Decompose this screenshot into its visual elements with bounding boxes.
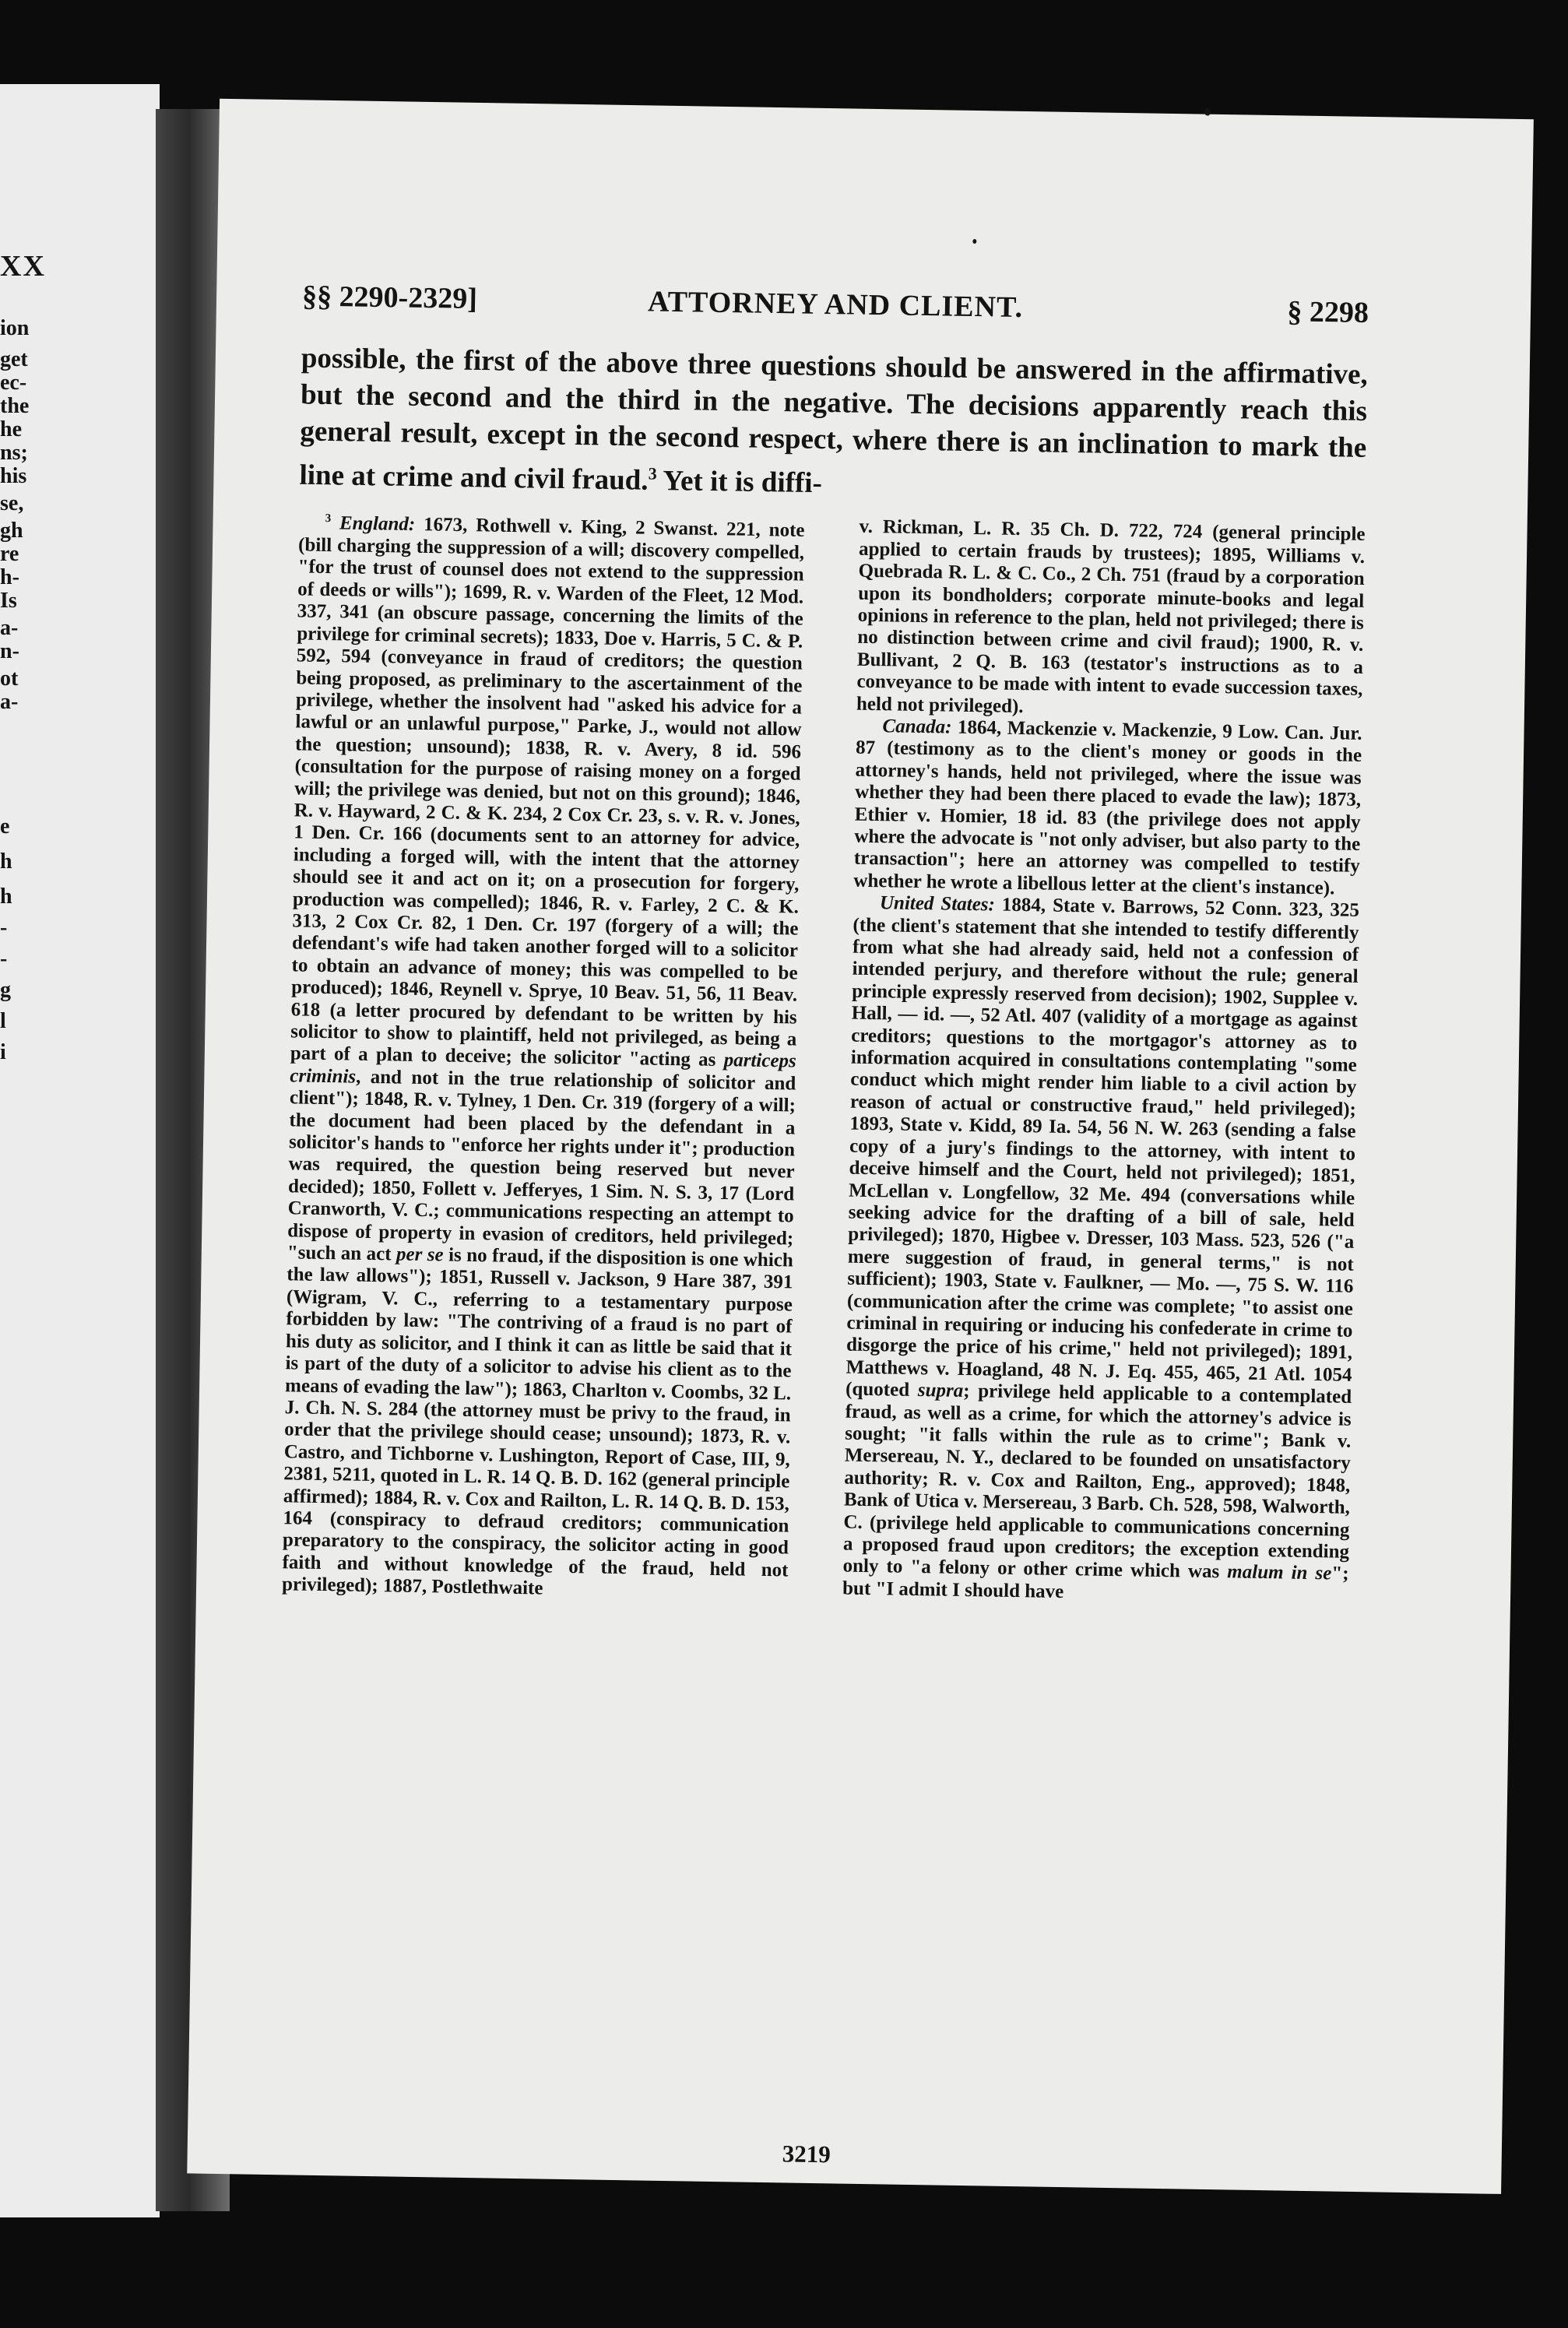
left-page-line-fragment: - (0, 947, 8, 971)
italic-phrase: per se (396, 1243, 444, 1266)
ink-speck (972, 239, 976, 244)
main-text (299, 339, 1368, 510)
running-header (302, 279, 1369, 336)
left-page-edge (0, 84, 160, 2217)
page-number: 3219 (782, 2140, 831, 2168)
left-page-line-fragment: n- (0, 639, 19, 663)
left-page-line-fragment: ec- (0, 371, 27, 395)
main-text-body: possible, the first of the above three questions should be answered in the affirmative, but the second and the third in the negative. The decisions apparently reach this general result, except in the second respect, where there is an inclination to mark the line at crime and civil fraud. (299, 342, 1369, 497)
left-page-line-fragment: Is (0, 589, 17, 613)
left-page-line-fragment: h (0, 849, 12, 874)
left-page-line-fragment: the (0, 394, 30, 418)
left-page-line-fragment: get (0, 347, 28, 371)
footnote-text: 1864, Mackenzie v. Mackenzie, 9 Low. Can. Jur. 87 (testimony as to the client's money or goods in the attorney's hands, held not privileged, where the issue was whether they had been there placed to evade the law); 1873, Ethier v. Homier, 18 id. 83 (the privilege does not apply where the advocate is "not only adviser, but also party to the transaction"; here an attorney was compelled to testify whether he wrote a libellous letter at the client's instance). (853, 716, 1362, 899)
footnote-united-states (842, 892, 1359, 1608)
left-page-header-fragment: XX (0, 250, 46, 283)
footnote-column-right (842, 516, 1366, 1612)
italic-phrase: particeps criminis (290, 1050, 796, 1088)
left-page-line-fragment: - (0, 916, 8, 940)
left-page-line-fragment: i (0, 1040, 6, 1064)
left-page-line-fragment: h (0, 884, 12, 909)
italic-phrase: malum in se (1227, 1561, 1332, 1584)
footnote-text: 1673, Rothwell v. King, 2 Swanst. 221, note (bill charging the suppression of a will; discovery compelled, "for the trust of counsel does not extend to the suppression of deeds or wills"); 1699, R. v. Warden of the Fleet, 12 Mod. 337, 341 (an obscure passage, concerning the limits of the privilege for criminal secrets); 1833, Doe v. Harris, 5 C. & P. 592, 594 (conveyance in fraud of creditors; the question being proposed, as preliminary to the ascertainment of the privilege, whether the insolvent had "asked his advice for a lawful or an unlawful purpose," Parke, J., would not allow the question; unsound); 1838, R. v. Avery, 8 id. 596 (consultation for the purpose of raising money on a forged will; the privilege was denied, but not on this ground); 1846, R. v. Hayward, 2 C. & K. 234, 2 Cox Cr. 23, s. v. R. v. Jones, 1 Den. Cr. 166 (documents sent to an attorney for advice, including a forged will, with the intent that the attorney should see it and act on it; on a prosecution for forgery, production was compelled); 1846, R. v. Farley, 2 C. & K. 313, 2 Cox Cr. 82, 1 Den. Cr. 197 (forgery of a will; the defendant's wife had taken another forged will to a solicitor to obtain an advance of money; this was compelled to be produced); 1846, Reynell v. Sprye, 10 Beav. 51, 56, 11 Beav. 618 (a letter procured by defendant to be written by his solicitor to show to plaintiff, held not privileged, as being a part of a plan to deceive; the solicitor "acting as (290, 514, 805, 1071)
main-text-tail: Yet it is diffi- (656, 464, 823, 500)
left-page-line-fragment: g (0, 978, 11, 1002)
left-page-line-fragment: se, (0, 491, 24, 515)
page-title: ATTORNEY AND CLIENT. (647, 285, 1024, 324)
italic-phrase: supra (917, 1380, 964, 1402)
left-page-line-fragment: l (0, 1009, 6, 1033)
footnote-text: ; privilege held applicable to a contemplated fraud, as well as a crime, for which the attorney's advice is sought; "it falls within the rule as to crime"; Bank v. Mersereau, N. Y., declared to be founded on unsatisfactory authority; R. v. Cox and Railton, Eng., approved); 1848, Bank of Utica v. Mersereau, 3 Barb. Ch. 528, 598, Walworth, C. (privilege held applicable to communications concerning a proposed fraud upon creditors; the exception extending only to "a felony or other crime which was (842, 1380, 1352, 1583)
left-page-line-fragment: a- (0, 616, 19, 640)
ink-speck (1204, 108, 1211, 116)
footnote-england (282, 508, 805, 1604)
main-page (187, 99, 1534, 2194)
jurisdiction-label-canada: Canada: (882, 716, 952, 738)
jurisdiction-label-england: England: (339, 512, 416, 536)
footnote-reference: 3 (648, 463, 657, 484)
footnote-marker: 3 (325, 512, 332, 526)
left-page-line-fragment: ns; (0, 441, 28, 465)
footnote-column-left (282, 508, 805, 1604)
footnote-text: 1884, State v. Barrows, 52 Conn. 323, 325 (the client's statement that she intended to testify differently from what she had already said, held not a confession of intended perjury, and therefore without the rule; general principle expressly reserved from decision); 1902, Supplee v. Hall, — id. —, 52 Atl. 407 (validity of a mortgage as against creditors; questions to the mortgagor's attorney as to information acquired in consultations contemplating "some conduct which might render him liable to a civil action by reason of actual or constructive fraud," held privileged); 1893, State v. Kidd, 89 Ia. 54, 56 N. W. 263 (sending a false copy of a jury's findings to the attorney, with intent to deceive himself and the Court, held not privileged); 1851, McLellan v. Longfellow, 32 Me. 494 (conversations while seeking advice for the drafting of a bill of sale, held privileged); 1870, Higbee v. Dresser, 103 Mass. 523, 526 ("a mere suggestion of fraud, in general terms," is not sufficient); 1903, State v. Faulkner, — Mo. —, 75 S. W. 116 (communication after the crime was complete; "to assist one criminal in requiring or inducing his confederate in crime to disgorge the price of his crime," held not privileged); 1891, Matthews v. Hoagland, 48 N. J. Eq. 455, 465, 21 Atl. 1054 (quoted (845, 894, 1360, 1401)
section-range: §§ 2290-2329] (301, 280, 478, 315)
left-page-line-fragment: re (0, 542, 19, 566)
footnote-england-continued: v. Rickman, L. R. 35 Ch. D. 722, 724 (general principle applied to certain frauds by trustees); 1895, Williams v. Quebrada R. L. & C. Co., 2 Ch. 751 (fraud by a corporation upon its bondholders; corporate minute-books and legal opinions in reference to the plan, held not privileged; there is no distinction between crime and civil fraud); 1900, R. v. Bullivant, 2 Q. B. 163 (testator's instructions as to a conveyance to be made with intent to evade succession taxes, held not privileged). (856, 516, 1366, 717)
footnote-canada (853, 716, 1362, 900)
left-page-line-fragment: h- (0, 565, 19, 589)
footnote-text: "; but "I admit I should have (842, 1563, 1349, 1602)
left-page-line-fragment: ion (0, 316, 30, 340)
left-page-line-fragment: a- (0, 690, 19, 714)
left-page-line-fragment: his (0, 464, 27, 488)
jurisdiction-label-us: United States: (879, 892, 996, 916)
footnote-text: , and not in the true relationship of solicitor and client"); 1848, R. v. Tylney, 1 Den. Cr. 319 (forgery of a will; the document had been placed by the defendant in a solicitor's hands to "enforce her rights under it"; production was required, the question being reserved but never decided); 1850, Follett v. Jefferyes, 1 Sim. N. S. 3, 17 (Lord Cranworth, V. C.; communications respecting an attempt to dispose of property in evasion of creditors, held privileged; "such an act (287, 1066, 796, 1265)
left-page-line-fragment: gh (0, 519, 23, 543)
footnote-block (282, 508, 1366, 1613)
left-page-line-fragment: e (0, 814, 10, 839)
page-content (281, 279, 1369, 2168)
section-number: § 2298 (1287, 295, 1369, 329)
left-page-line-fragment: ot (0, 666, 19, 691)
left-page-line-fragment: he (0, 417, 22, 441)
footnote-text: is no fraud, if the disposition is one which the law allows"); 1851, Russell v. Jackson, 9 Hare 387, 391 (Wigram, V. C., referring to a testamentary purpose forbidden by law: "The contriving of a fraud is no part of his duty as solicitor, and I think it can as little be said that it is part of the duty of a solicitor to advise his client as to the means of evading the law"); 1863, Charlton v. Coombs, 32 L. J. Ch. N. S. 284 (the attorney must be privy to the fraud, in order that the privilege should cease; unsound); 1873, R. v. Castro, and Tichborne v. Lushington, Report of Case, III, 9, 2381, 5211, quoted in L. R. 14 Q. B. D. 162 (general principle affirmed); 1884, R. v. Cox and Railton, L. R. 14 Q. B. D. 153, 164 (conspiracy to defraud creditors; communication preparatory to the conspiracy, the solicitor acting in good faith and without knowledge of the fraud, held not privileged); 1887, Postlethwaite (281, 1244, 793, 1599)
